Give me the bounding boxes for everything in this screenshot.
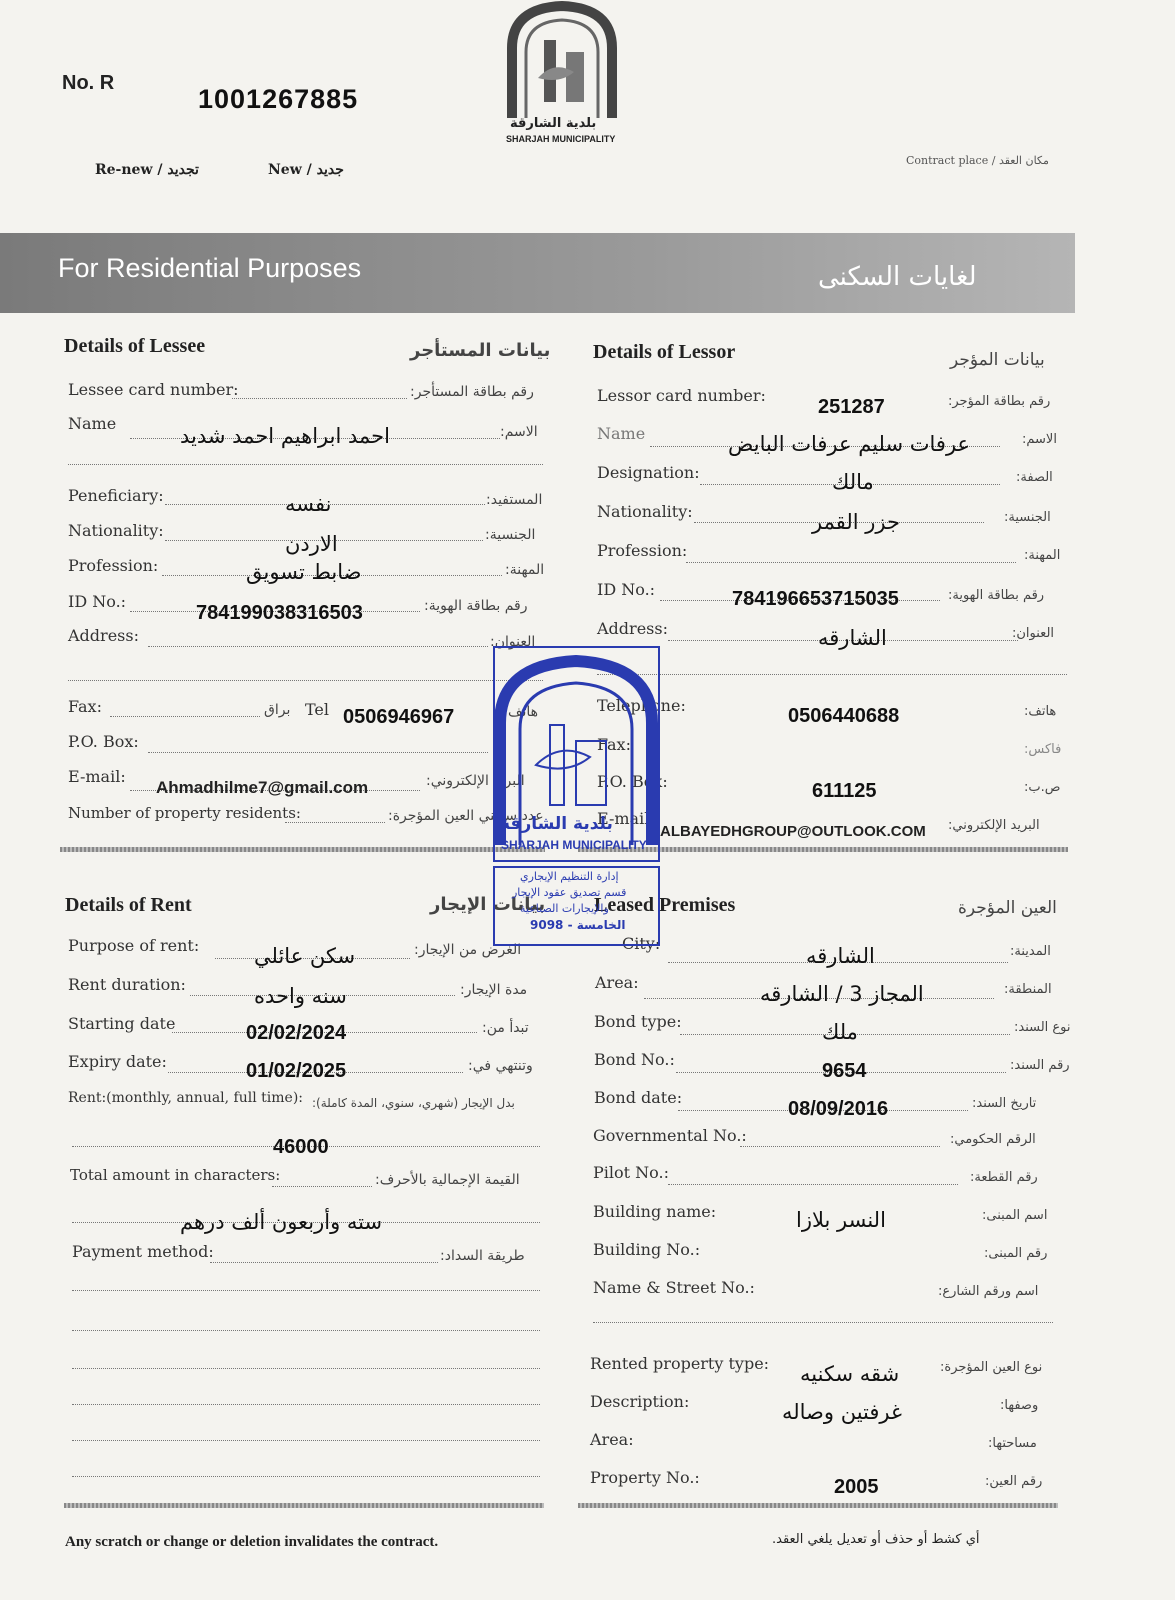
rent-section-title-ar: بيانات الإيجار [430, 894, 546, 915]
lessor-pobox-label-ar: ص.ب: [1024, 780, 1061, 795]
lessor-designation-label-ar: الصفة: [1016, 470, 1053, 485]
stamp-line-1: إدارة التنظيم الإيجاري [520, 870, 619, 883]
description-label-ar: وصفها: [1000, 1398, 1039, 1413]
premises-area-label-ar: المنطقة: [1004, 982, 1052, 997]
building-name-label: Building name: [593, 1202, 717, 1221]
lessee-name-label-ar: الاسم: [500, 424, 538, 440]
bond-no: 9654 [822, 1060, 867, 1082]
lessee-profession: ضابط تسويق [246, 560, 362, 584]
bond-type-label: Bond type: [594, 1012, 682, 1031]
stamp-line-2: قسم تصديق عقود الإيجار [512, 886, 627, 899]
lessee-tel-label-ar: هاتف [508, 704, 539, 720]
lessee-nationality-label: Nationality: [68, 521, 164, 540]
premises-section-title: Leased Premises [594, 894, 736, 916]
rent-expiry-date: 01/02/2025 [246, 1060, 347, 1082]
bond-no-label-ar: رقم السند: [1010, 1058, 1070, 1073]
property-type: شقه سكنيه [800, 1362, 900, 1386]
description: غرفتين وصاله [782, 1400, 902, 1424]
lessor-pobox-label: P.O. Box: [597, 772, 668, 791]
rent-purpose-label-ar: الغرض من الإيجار: [414, 942, 522, 958]
plot-no-label: Pilot No.: [593, 1163, 669, 1182]
premises-area: المجاز 3 / الشارقه [760, 982, 924, 1006]
lessor-address-label-ar: العنوان: [1012, 626, 1055, 641]
premises-section-title-ar: العين المؤجرة [958, 898, 1057, 918]
contract-place: Contract place / مكان العقد [906, 154, 1049, 167]
lessor-nationality-label-ar: الجنسية: [1004, 510, 1051, 525]
lessee-nationality: الاردن [285, 532, 338, 556]
building-no-label-ar: رقم المبنى: [984, 1246, 1048, 1261]
lessor-section-title-ar: بيانات المؤجر [950, 350, 1045, 370]
lessee-residents-label-ar: عدد ساكني العين المؤجرة: [388, 808, 544, 824]
logo-text-ar: بلدية الشارقة [510, 116, 597, 131]
footer-note-ar: أي كشط أو حذف أو تعديل يلغي العقد. [772, 1532, 980, 1547]
lessee-nationality-label-ar: الجنسية: [485, 527, 536, 543]
rent-start-label: Starting date [68, 1014, 176, 1033]
rent-section-title: Details of Rent [65, 894, 192, 916]
description-label: Description: [590, 1392, 690, 1411]
rent-payment-label-ar: طريقة السداد: [440, 1248, 525, 1264]
lessee-address-label-ar: العنوان: [490, 634, 536, 650]
lessee-beneficiary-label-ar: المستفيد: [486, 492, 543, 508]
lessee-name-label: Name [68, 414, 117, 433]
section-divider [578, 1503, 1058, 1508]
bond-date-label: Bond date: [594, 1088, 683, 1107]
lessor-telephone: 0506440688 [788, 705, 900, 727]
premises-area-label: Area: [595, 973, 639, 992]
premises-city: الشارقه [806, 944, 875, 968]
lessee-fax-label: Fax: [68, 697, 102, 716]
lessee-id-label-ar: رقم بطاقة الهوية: [424, 598, 528, 614]
lessor-card-label-ar: رقم بطاقة المؤجر: [948, 394, 1051, 409]
lessor-designation-label: Designation: [597, 463, 700, 482]
lessor-id: 784196653715035 [732, 588, 899, 610]
lessor-address-label: Address: [597, 619, 668, 638]
street-label: Name & Street No.: [593, 1278, 755, 1297]
lessee-section-title-ar: بيانات المستأجر [410, 340, 551, 361]
property-no: 2005 [834, 1476, 879, 1498]
lessor-fax-label-ar: فاكس: [1024, 742, 1062, 757]
lessor-profession-label-ar: المهنة: [1024, 548, 1061, 563]
stamp-text-ar: بلدية الشارقة [500, 814, 613, 834]
rent-duration-label-ar: مدة الإيجار: [460, 982, 528, 998]
lessee-id-label: ID No.: [68, 592, 127, 611]
lessor-fax-label: Fax: [597, 735, 631, 754]
premises-city-label-ar: المدينة: [1010, 944, 1051, 959]
lessee-address-label: Address: [68, 626, 139, 645]
bond-date: 08/09/2016 [788, 1098, 889, 1120]
lessee-card-label: Lessee card number: [68, 380, 239, 399]
rent-expiry-label-ar: وتنتهي في: [468, 1058, 533, 1074]
governmental-no-label-ar: الرقم الحكومي: [950, 1132, 1036, 1147]
rent-start-date: 02/02/2024 [246, 1022, 347, 1044]
banner-title-ar: لغايات السكنى [818, 262, 977, 292]
lessor-card-label: Lessor card number: [597, 386, 766, 405]
lessee-profession-label-ar: المهنة: [505, 562, 545, 578]
rent-words-label-ar: القيمة الإجمالية بالأحرف: [375, 1172, 520, 1188]
bond-no-label: Bond No.: [594, 1050, 675, 1069]
lessor-id-label: ID No.: [597, 580, 656, 599]
lessor-profession-label: Profession: [597, 541, 688, 560]
lessor-name: عرفات سليم عرفات البايض [728, 432, 971, 456]
lessor-designation: مالك [832, 470, 874, 494]
new-option: New / جديد [268, 162, 344, 178]
section-divider [64, 1503, 544, 1508]
lessee-section-title: Details of Lessee [64, 335, 206, 357]
property-no-label: Property No.: [590, 1468, 700, 1487]
rent-amount-label-ar: بدل الإيجار (شهري، سنوي، المدة كاملة): [312, 1096, 515, 1110]
rent-amount-words: سته وأربعون ألف درهم [180, 1210, 383, 1234]
rent-payment-label: Payment method: [72, 1242, 214, 1261]
property-area-label-ar: مساحتها: [988, 1436, 1037, 1451]
lessee-residents-label: Number of property residents: [68, 804, 301, 822]
rent-purpose: سكن عائلي [254, 944, 356, 968]
lessor-address: الشارقه [818, 626, 887, 650]
stamp-line-4: الخامسة - 9098 [530, 918, 626, 932]
lessor-email-label-ar: البريد الإلكتروني: [948, 818, 1040, 833]
property-area-label: Area: [590, 1430, 634, 1449]
rent-start-label-ar: تبدأ من: [482, 1020, 529, 1036]
lessee-email: Ahmadhilme7@gmail.com [156, 778, 369, 797]
building-no-label: Building No.: [593, 1240, 701, 1259]
footer-note: Any scratch or change or deletion invalidates the contract. [65, 1534, 439, 1550]
rent-duration-label: Rent duration: [68, 975, 186, 994]
lessor-nationality-label: Nationality: [597, 502, 693, 521]
logo-text-en: SHARJAH MUNICIPALITY [506, 134, 616, 144]
lessee-beneficiary: نفسه [285, 492, 332, 516]
lessor-card-number: 251287 [818, 396, 885, 418]
governmental-no-label: Governmental No.: [593, 1126, 747, 1145]
bond-type-label-ar: نوع السند: [1014, 1020, 1071, 1035]
lessor-telephone-label: Telephone: [597, 696, 686, 715]
property-no-label-ar: رقم العين: [985, 1474, 1043, 1489]
contract-number: 1001267885 [198, 84, 359, 114]
rent-amount-label: Rent:(monthly, annual, full time): [68, 1090, 304, 1106]
rent-expiry-label: Expiry date: [68, 1052, 167, 1071]
lessee-beneficiary-label: Peneficiary: [68, 486, 164, 505]
lessor-section-title: Details of Lessor [593, 341, 736, 363]
rent-purpose-label: Purpose of rent: [68, 936, 200, 955]
rent-words-label: Total amount in characters: [70, 1166, 281, 1184]
lessee-tel-label: Tel [305, 700, 330, 719]
lessee-email-label-ar: البريد الإلكتروني: [426, 773, 525, 789]
lessor-pobox: 611125 [812, 780, 877, 802]
lessee-pobox-label: P.O. Box: [68, 732, 139, 751]
property-type-label-ar: نوع العين المؤجرة: [940, 1360, 1043, 1375]
lessee-name: احمد ابراهيم احمد شديد [180, 424, 390, 448]
lessor-id-label-ar: رقم بطاقة الهوية: [948, 588, 1045, 603]
building-name-label-ar: اسم المبنى: [982, 1208, 1048, 1223]
premises-city-label: City: [622, 934, 661, 953]
property-type-label: Rented property type: [590, 1354, 770, 1373]
bond-date-label-ar: تاريخ السند: [972, 1096, 1037, 1111]
building-name: النسر بلازا [796, 1208, 886, 1232]
renew-option: Re-new / تجديد [95, 162, 199, 178]
rent-amount: 46000 [273, 1136, 329, 1158]
lessee-email-label: E-mail: [68, 767, 126, 786]
lessee-card-label-ar: رقم بطاقة المستأجر: [410, 384, 534, 400]
lessee-profession-label: Profession: [68, 556, 159, 575]
lessee-fax-label-ar: براق [264, 702, 291, 718]
rent-duration: سنه واحده [254, 984, 347, 1008]
lessee-tel: 0506946967 [343, 706, 455, 728]
stamp-text-en: SHARJAH MUNICIPALITY [501, 838, 647, 852]
lessor-telephone-label-ar: هاتف: [1024, 704, 1057, 719]
lessor-nationality: جزر القمر [812, 510, 900, 534]
lessor-email: ALBAYEDHGROUP@OUTLOOK.COM [660, 823, 926, 840]
banner-title-en: For Residential Purposes [58, 253, 362, 283]
bond-type: ملك [822, 1020, 858, 1044]
section-divider [60, 847, 545, 852]
stamp-line-3: والإيجارات الصناعية [520, 902, 609, 915]
plot-no-label-ar: رقم القطعة: [970, 1170, 1038, 1185]
lessor-email-label: E-mail: [597, 809, 655, 828]
lessee-id: 784199038316503 [196, 602, 363, 624]
lessor-name-label: Name [597, 424, 646, 443]
contract-number-label: No. R [62, 72, 115, 94]
street-label-ar: اسم ورقم الشارع: [938, 1284, 1039, 1299]
lessor-name-label-ar: الاسم: [1022, 432, 1057, 447]
